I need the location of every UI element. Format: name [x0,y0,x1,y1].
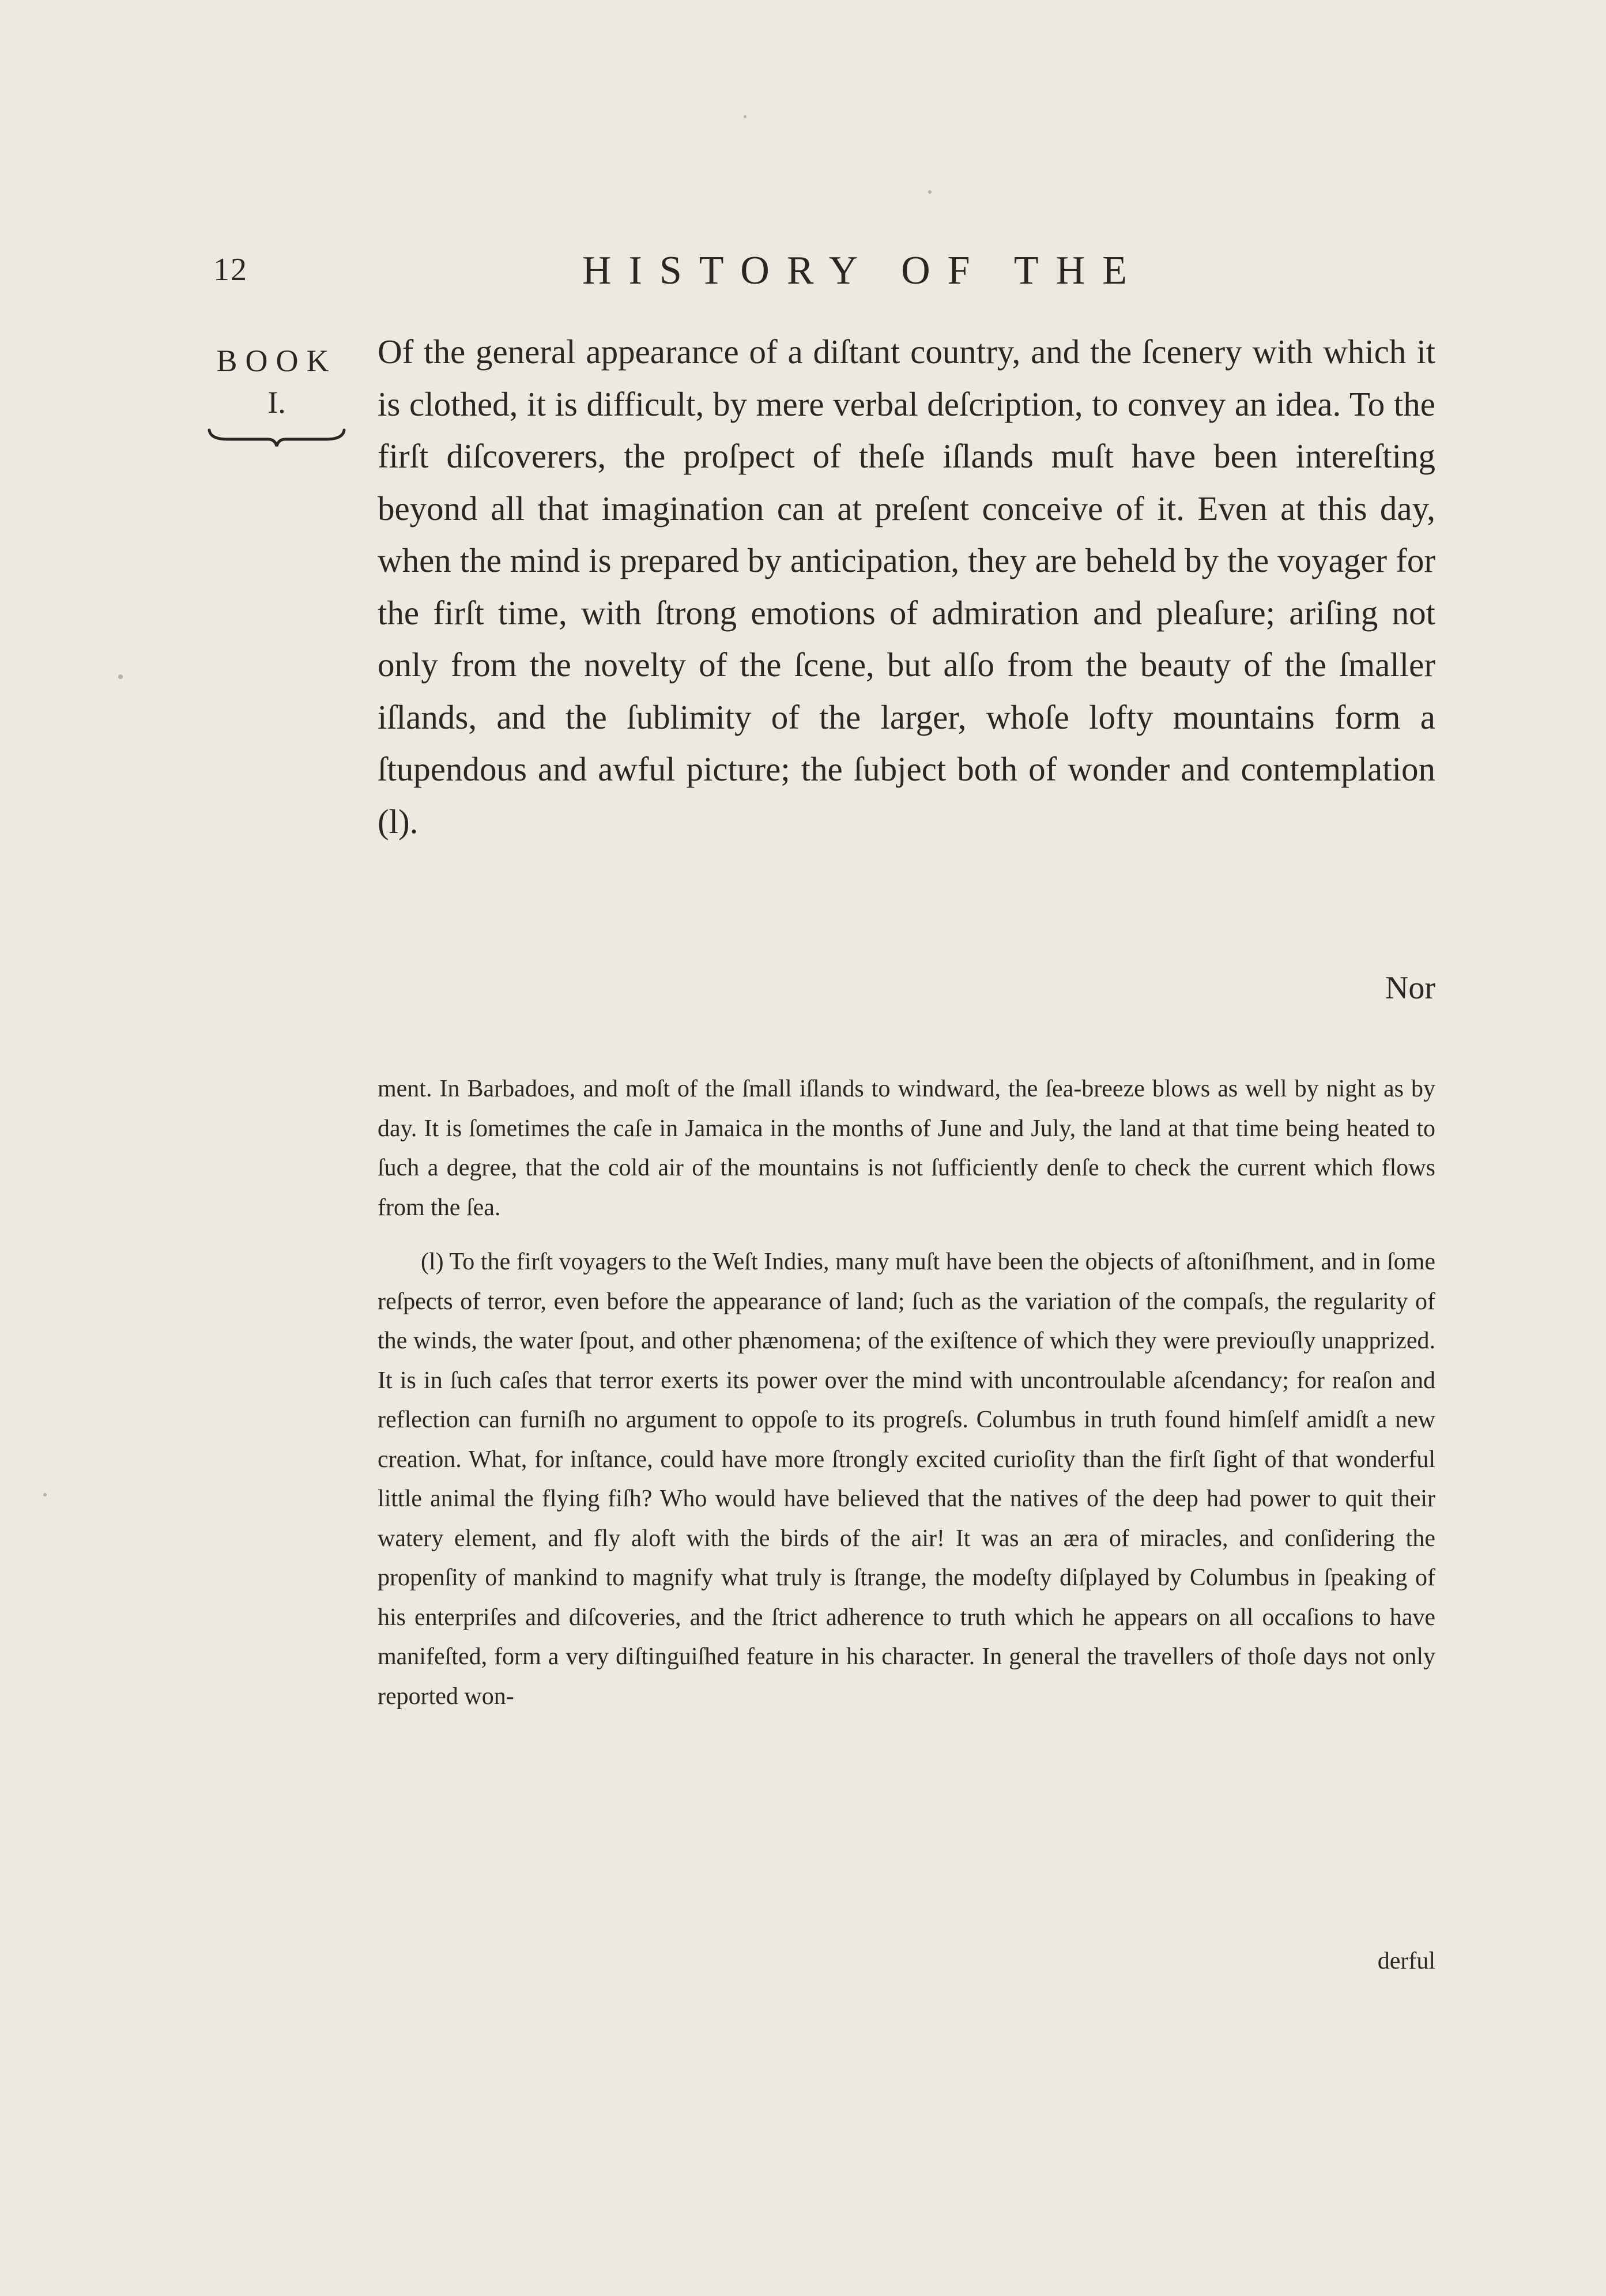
footnotes-block [378,1069,1435,1716]
footnote-continuation: ment. In Barbadoes, and moſt of the ſmall iſlands to windward, the ſea-breeze blows as well by night as by day. It is ſometimes the caſe in Jamaica in the months of June and July, the land at that time being heated to ſuch a degree, that the cold air of the mountains is not ſufficiently denſe to check the current which flows from the ſea. [378,1076,1435,1221]
paper-speck [118,674,123,679]
main-text-block [378,326,1435,847]
page-header [213,248,1435,300]
footnote-l: (l) To the firſt voyagers to the Weſt Indies, many muſt have been the objects of aſtoniſhment, and in ſome reſpects of terror, even before the appearance of land; ſuch as the variation of the compaſs, the regularity of the winds, the water ſpout, and other phænomena; of the exiſtence of which they were previouſly unapprized. It is in ſuch caſes that terror exerts its power over the mind with uncontroulable aſcendancy; for reaſon and reflection can furniſh no argument to oppoſe to its progreſs. Columbus in truth found himſelf amidſt a new creation. What, for inſtance, could have more ſtrongly excited curioſity than the firſt ſight of that wonderful little animal the flying fiſh? Who would have believed that the natives of the deep had power to quit their watery element, and fly aloft with the birds of the air! It was an æra of miracles, and conſidering the propenſity of mankind to magnify what truly is ſtrange, the modeſty diſplayed by Columbus in ſpeaking of his enterpriſes and diſcoveries, and the ſtrict adherence to truth which he appears on all occaſions to have manifeſted, form a very diſtinguiſhed feature in his character. In general the travellers of thoſe days not only reported won- [378,1249,1435,1710]
book-number: I. [267,385,286,420]
margin-note [205,340,349,448]
main-paragraph: Of the general appearance of a diſtant country, and the ſcenery with which it is clothed, it is difficult, by mere verbal deſcription, to convey an idea. To the firſt diſcoverers, the proſpect of theſe iſlands muſt have been intereſting beyond all that imagination can at preſent conceive of it. Even at this day, when the mind is prepared by anticipation, they are beheld by the voyager for the firſt time, with ſtrong emotions of admiration and pleaſure; ariſing not only from the novelty of the ſcene, but alſo from the beauty of the ſmaller iſlands, and the ſublimity of the larger, whoſe lofty mountains form a ſtupendous and awful picture; the ſubject both of wonder and contemplation (l). [378,333,1435,840]
book-label: BOOK [216,344,337,378]
brace-ornament-icon [205,425,349,448]
paper-speck [43,1493,47,1496]
footnote-catchword: derful [1377,1948,1435,1974]
paper-speck [928,190,932,194]
page-number: 12 [213,252,248,288]
paper-speck [744,115,747,118]
running-title: HISTORY OF THE [582,248,1144,293]
main-catchword: Nor [1385,970,1435,1006]
